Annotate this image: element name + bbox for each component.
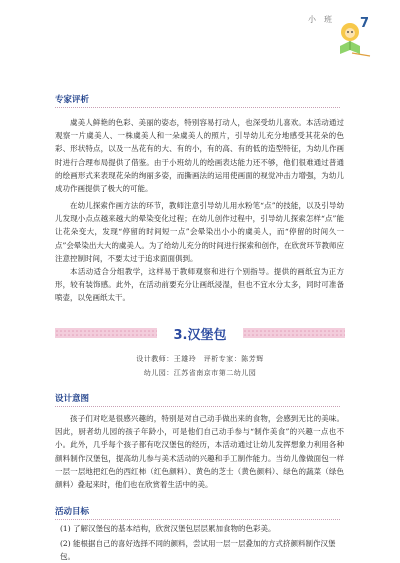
activity-goals-heading: 活动目标 xyxy=(55,505,340,520)
goal-item-1: (1) 了解汉堡包的基本结构，欣赏汉堡包层层累加食物的色彩美。 xyxy=(60,524,276,533)
design-intent-heading: 设计意图 xyxy=(55,392,340,407)
kindergarten-credit: 幼儿园：江苏省南京市第二幼儿园 xyxy=(143,369,257,377)
chapter-tag: 小班 xyxy=(308,15,340,24)
mascot-icon xyxy=(336,20,376,60)
expert-review-paragraph-1: 虞美人鲜艳的色彩、美丽的姿态，特别容易打动人，也深受幼儿喜欢。本活动通过观察一片虞美人、一株虞美人和一朵虞美人的照片，引导幼儿充分地感受其花朵的色彩、形状特点，以及一丛花有的大、有的小，有的高、有的低的造型特征，为幼儿作画时进行合理布局提供了借鉴。由于小班幼儿的绘画表达能力还不够，他们很难通过普通的绘画形式来表现花朵的绚丽多姿，而撕画法的运用使画面的视觉冲击力增强，为幼儿成功作画提供了极大的可能。 xyxy=(55,118,344,194)
expert-review-heading: 专家评析 xyxy=(55,93,340,108)
expert-review-paragraph-3: 本活动适合分组教学，这样易于教师观察和进行个别指导。提供的画纸宜为正方形，较有装饰感。此外，在活动前要充分让画纸浸湿，但也不宜水分太多，同时可准备喷壶，以免画纸太干。 xyxy=(55,267,344,303)
design-intent-paragraph: 孩子们对吃是很感兴趣的，特别是对自己动手做出来的食物，会感到无比的美味。因此，厨者幼儿园的孩子年龄小，可是他们自己动手参与“制作美食”的兴趣一点也不小。此外，几乎每个孩子都有吃汉堡包的经历，本活动通过让幼儿发挥想象力利用各种颜料制作汉堡包，提高幼儿参与美术活动的兴趣和手工制作能力。当幼儿像做面包一样一层一层地把红色的西红柿（红色颜料）、黄色的芝士（黄色颜料）、绿色的蔬菜（绿色颜料）叠起来时，他们也在欣赏着生活中的美。 xyxy=(55,414,344,490)
lesson-title: 3.汉堡包 xyxy=(173,328,227,343)
lesson-title-band xyxy=(55,321,345,345)
page-number: 7 xyxy=(360,16,370,31)
designer-credit: 设计教师：王雄玲 评析专家：陈芳辉 xyxy=(136,355,264,363)
expert-review-paragraph-2: 在幼儿探索作画方法的环节，教师注意引导幼儿用水粉笔“点”的技能，以及引导幼儿发现小点点越来越大的晕染变化过程；在幼儿创作过程中，引导幼儿探索怎样“点”能让花朵变大，发现“停留的时间短一点”会晕染出小小的虞美人，而“停留的时间久一点”会晕染出大大的虞美人。为了给幼儿充分的时间进行探索和创作，在欣赏环节教师应注意控制时间，不要太过于追求面面俱到。 xyxy=(55,201,344,263)
goal-item-2: (2) 能根据自己的喜好选择不同的颜料，尝试用一层一层叠加的方式挤颜料制作汉堡包。 xyxy=(60,539,336,561)
